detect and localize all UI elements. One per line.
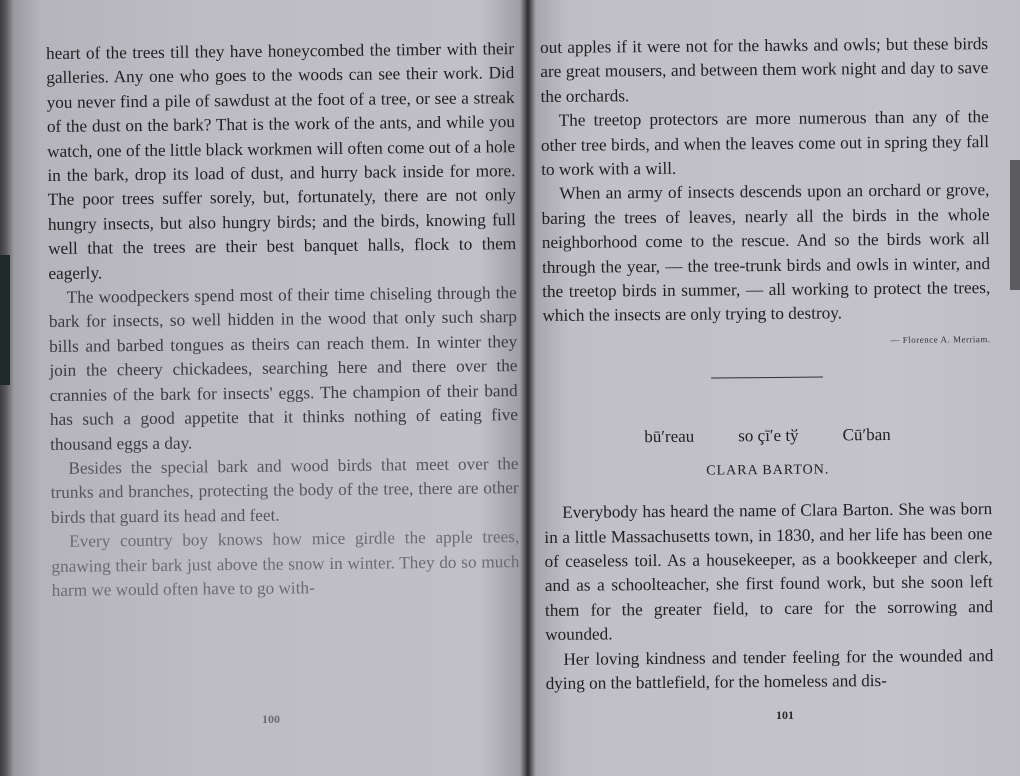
page-number: 100 bbox=[262, 712, 280, 726]
page-number: 101 bbox=[776, 708, 794, 722]
paragraph: Besides the special bark and wood birds that meet over the trunks and branches, protecting the body of the tree, there are other birds that guard its head and feet. bbox=[50, 453, 519, 527]
section-divider bbox=[711, 377, 823, 379]
left-page bbox=[30, 0, 528, 776]
right-page-text bbox=[540, 32, 994, 696]
author-signature: — Florence A. Merriam. bbox=[890, 333, 991, 345]
paragraph: heart of the trees till they have honeycombed the timber with their galleries. Any one who goes to the woods can see their work. Did you never find a pile of sawdust at the foot of a tree, or see a streak of the dust on the bark? That is the work of the ants, and while you watch, one of the little black workmen will often come out of a hole in the bark, drop its load of dust, and hurry back inside for more. The poor trees suffer sorely, but, fortunately, there are not only hungry insects, but also hungry birds; and the birds, knowing full well that the trees are their best banquet halls, flock to them eagerly. bbox=[46, 39, 517, 283]
section-heading: CLARA BARTON. bbox=[706, 462, 830, 479]
pronunciation-words bbox=[543, 422, 991, 450]
right-page bbox=[536, 0, 1006, 776]
left-page-text bbox=[46, 37, 520, 603]
paragraph: Every country boy knows how mice girdle the apple trees, gnawing their bark just above the snow in winter. They do so much harm we would often have to go with- bbox=[51, 527, 520, 600]
pronunciation-word: so çī′e tў bbox=[738, 426, 799, 446]
paragraph: The treetop protectors are more numerous than any of the other tree birds, and when the leaves come out in spring they fall to work with a will. bbox=[540, 107, 990, 180]
left-page-tab bbox=[0, 255, 10, 385]
paragraph: When an army of insects descends upon an orchard or grove, baring the trees of leaves, nearly all the birds in the whole neighborhood come to the rescue. And so the birds work all through the year, — the tree-trunk birds and owls in winter, and the treetop birds in summer, — all working to protect the trees, which the insects are only trying to destroy. bbox=[541, 180, 991, 326]
paragraph: Everybody has heard the name of Clara Barton. She was born in a little Massachusetts town, in 1830, and her life has been one of ceaseless toil. As a housekeeper, as a bookkeeper and clerk, and as a schoolteacher, she first found work, but she soon left them for the greater field, to care for the sorrowing and wounded. bbox=[544, 499, 994, 645]
right-page-tab bbox=[1010, 160, 1020, 290]
paragraph: The woodpeckers spend most of their time chiseling through the bark for insects, so well hidden in the wood that only such sharp bills and barbed tongues as theirs can reach them. In winter they join the cheery chickadees, searching here and there over the crannies of the bark for insects' eggs. The champion of their band has such a good appetite that it thinks nothing of eating five thousand eggs a day. bbox=[48, 283, 519, 454]
pronunciation-word: Cū′ban bbox=[842, 425, 891, 445]
paragraph: out apples if it were not for the hawks and owls; but these birds are great mousers, and between them work night and day to save the orchards. bbox=[540, 34, 989, 106]
pronunciation-word: bū′reau bbox=[644, 426, 695, 447]
paragraph: Her loving kindness and tender feeling for the wounded and dying on the battlefield, for the homeless and dis- bbox=[545, 645, 994, 693]
